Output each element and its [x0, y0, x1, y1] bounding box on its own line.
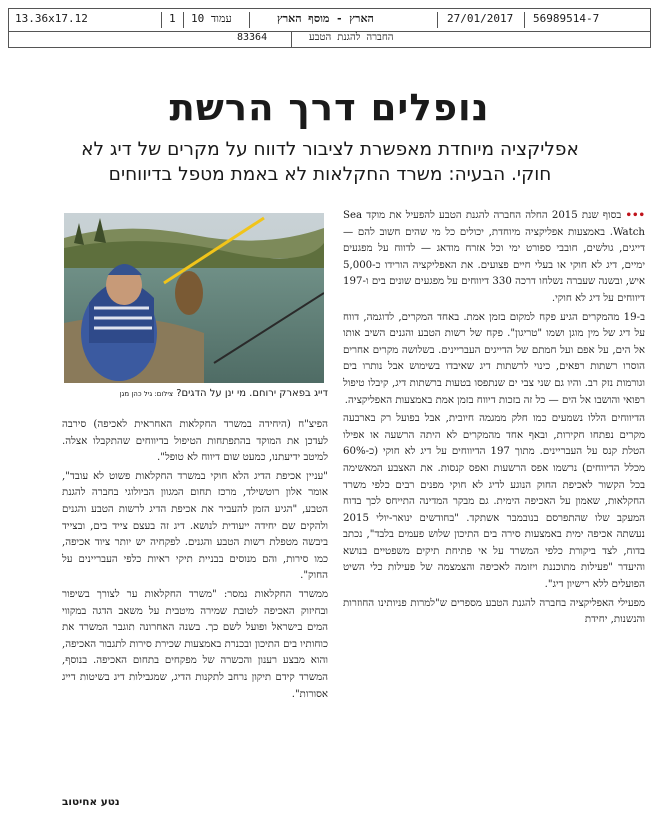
lead-marker: ••• [625, 209, 645, 221]
caption-text: דייג בפארק ירוחם. מי ינן על הדגים? [176, 388, 328, 399]
header-code: 83364 [237, 32, 268, 43]
paragraph: מפעילי האפליקציה בחברה להגנת הטבע מספרים ש"למרות פניותינו החוזרות והנשנות, יחידת [343, 597, 645, 626]
header-size: 13.36x17.12 [15, 12, 88, 25]
article-subheadline [40, 137, 620, 187]
subheadline-line-1: אפליקציה מיוחדת מאפשרת לציבור לדווח על מקרים של דיג לא [81, 139, 579, 160]
header-page: עמוד 10 [191, 12, 232, 25]
article-headline: נופלים דרך הרשת [169, 86, 490, 129]
subheadline-line-2: חוקי. הבעיה: משרד החקלאות לא באמת מטפל בדיווחים [108, 164, 552, 185]
article-photo [64, 213, 324, 383]
paragraph: ב-19 מהמקרים הגיע פקח למקום בזמן אמת. באחד המקרים, לדוגמה, דווח על דיג של מין מוגן ושמו "טריגון". פקח של רשות הטבע והגנים השיב אותו אל הים, על אפם ועל חמתם של הדייגים העבריינים. בשלושה מקרים אחרים הוסרו רשתות רפאים, כינוי לרשתות דיג שאיבדו בשימוש אבל נותרו בים וגורמות נזק רב. והיו גם שני צבי ים שנתפסו בטעות ברשתות דיג, קיבלו טיפול רפואי והושבו אל הים — כל זה בזכות דיווח בזמן אמת באמצעות האפליקציה. [343, 311, 645, 406]
header-client: החברה להגנת הטבע [309, 32, 394, 43]
article-column-left [62, 417, 328, 801]
header-date: 27/01/2017 [447, 12, 514, 25]
paragraph: ממשרד החקלאות נמסר: "משרד החקלאות ער לצורך בשיפור ובחיזוק האכיפה לטובת שמירה מיטבית על משאב הדגה במקווי המים בישראל ופועל לשם כך. בשנה האחרונה תוגבר המשרד את כוחותיו בים התיכון ובכנרת באמצעות שכירת סירות לתגבור האכיפה, והוא מבצע רענון והכשרה של מפקחים בתחום האכיפה. בנוסף, המשרד קידם תיקון נרחב לתקנות הדיג, שמגבילות דיג בשיטות דייג אסורות". [62, 588, 328, 700]
paragraph [343, 207, 645, 308]
article-column-right [343, 207, 645, 815]
fishing-photo [64, 213, 324, 383]
clipping-header [8, 8, 651, 48]
header-row-2 [9, 31, 650, 48]
paragraph: הדיווחים הללו נשמעים כמו חלק ממגמה חיובית, אבל בפועל רק בארבעה מקרים נפתחו חקירות, ובאף אחד מהמקרים לא היתה הרשעה או אפילו הטלת קנס על העבריינים. מתוך 197 הדיווחים על דיג לא חוקי (כ-60% מכלל הדיווחים) נרשמו אפס הרשעות ואפס קנסות. את האצבע המאשימה בכל הקשור לאכיפת החוק הנוגע לדיג לא חוקי מפנים רבים כלפי משרד החקלאות, שאמון על האכיפה הימית. גם מבקר המדינה התייחס לכך בדוח המעקב שלו שהתפרסם בנובמבר אשתקד. "בחודשים ינואר-יולי 2015 נעשתה אכיפה ימית באמצעות סירה בים התיכון שלוש פעמים בלבד", נכתב בדוח, לצד ביקורת כלפי המשרד על אי פתיחת תיקים משפטיים בנושא והיעדר "פעילות מתוכננת ויזומה לאכיפה והצמצמה של פעילות כלי השיט הפועלים ללא רישיון דיג". [343, 413, 645, 591]
photo-caption [62, 388, 328, 399]
header-col: 1 [169, 12, 176, 25]
article-byline: נטע אחיטוב [62, 796, 120, 808]
paragraph-text: בסוף שנת 2015 החלה החברה להגנת הטבע להפעיל את מוקד Sea Watch. באמצעות אפליקציה מיוחדת, יכולים כל מי שהים חשוב להם — דייגים, גולשים, חובבי ספורט ימי וכל אזרח מודאג — לדווח על מפגעים ימיים, דיג לא חוקי או בעלי חיים פצועים. את האפליקציה הורידו כ-5,000 איש, ובשנה שעברה נשלחו דרכה 330 דיווחים על מפגעים שונים בים ו-197 דיווחים על דיג לא חוקי. [343, 210, 645, 304]
paragraph: הפיצ"ח (היחידה במשרד החקלאות האחראית לאכיפה) סירבה לעדכן את המוקד בהתפתחות הטיפול בדיווחים שהתקבלו אצלה. למיטב ידיעתנו, כמעט שום דיווח לא טופל". [62, 419, 328, 464]
header-id: 56989514-7 [533, 12, 600, 25]
photo-credit: צילום: גיל כהן מגן [119, 390, 174, 398]
header-row-1 [9, 12, 650, 28]
header-publication: הארץ - מוסף הארץ [277, 12, 374, 25]
paragraph: "עניין אכיפת הדיג הלא חוקי במשרד החקלאות פשוט לא עובד", אומר אלון רוטשילד, מרכז תחום המגוון הביולוגי בחברה להגנת הטבע, "הגיע הזמן להעביר את אכיפת הדיג לרשות הטבע והגנים ולהקים שם יחידה ייעודית לנושא. דיג זה בעצם צייד בים, ובצייד ביבשה מטפלת רשות הטבע והגנים. לפקחיה יש יותר ציוד אכיפה, כמו סירות, והם מנוסים בבניית תיקי ראיות כלפי העבריינים על החוק". [62, 470, 328, 582]
